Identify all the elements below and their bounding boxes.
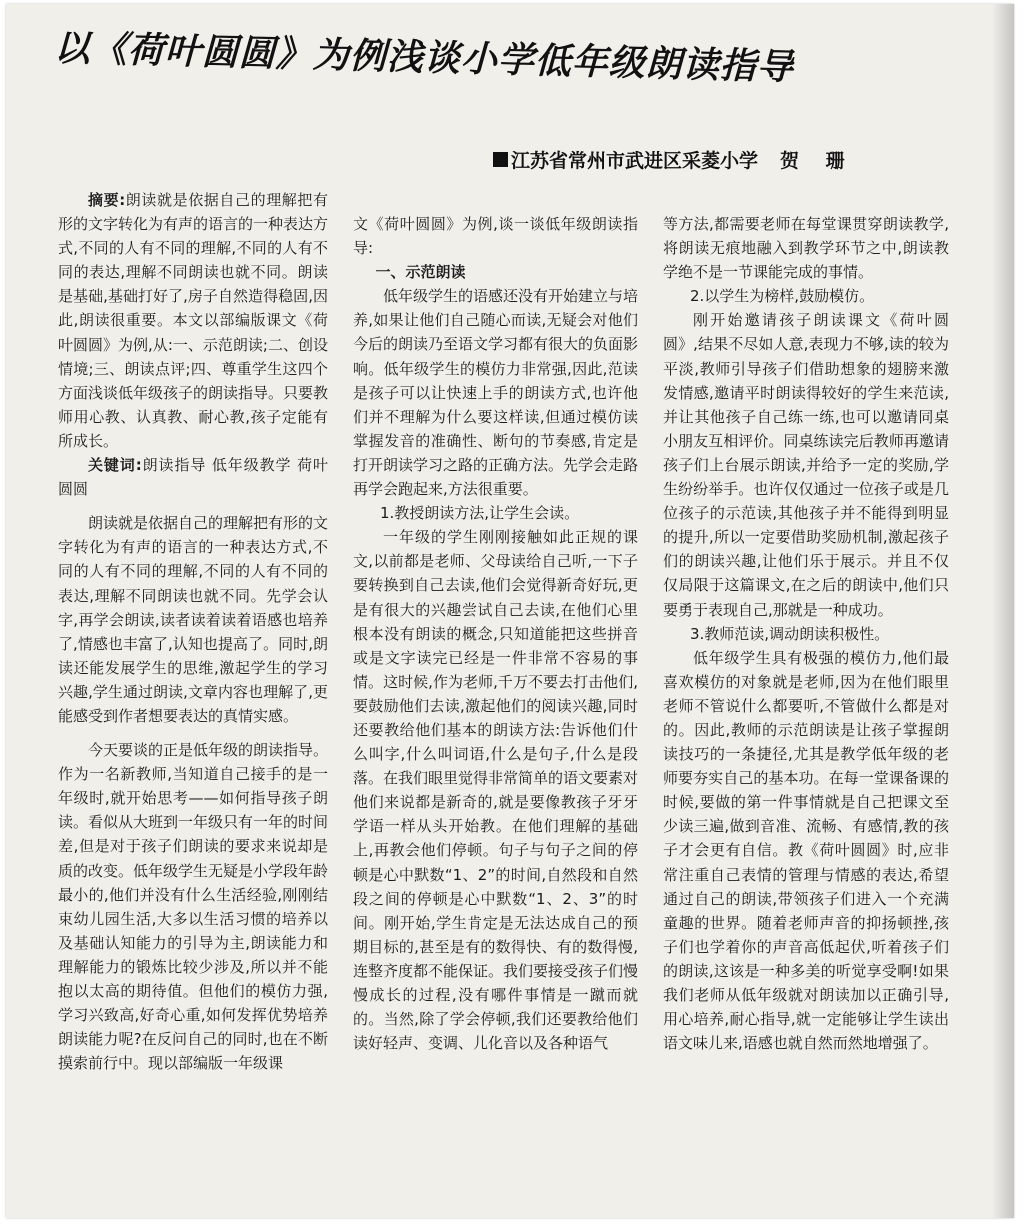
page-edge-shadow — [992, 4, 1014, 1218]
paragraph: 朗读就是依据自己的理解把有形的文字转化为有声的语言的一种表达方式,不同的人有不同的理解,不同的人有不同的表达,理解不同朗读也就不同。先学会认字,再学会朗读,读者读着读着语感也培养了,情感也丰富了,认知也提高了。同时,朗读还能发展学生的思维,激起学生的学习兴趣,学生通过朗读,文章内容也理解了,更能感受到作者想要表达的真情实感。 — [58, 514, 329, 725]
subsection-heading: 3.教师范读,调动朗读积极性。 — [690, 624, 890, 643]
paragraph: 刚开始邀请孩子朗读课文《荷叶圆圆》,结果不尽如人意,表现力不够,读的较为平淡,教师引导孩子们借助想象的翅膀来激发情感,邀请平时朗读得较好的学生来范读,并让其他孩子自己练一练,也可以邀请同桌小朋友互相评价。同桌练读完后教师再邀请孩子们上台展示朗读,并给予一定的奖励,学生纷纷举手。也许仅仅通过一位孩子或是几位孩子的示范读,其他孩子并不能得到明显的提升,所以一定要借助奖励机制,激起孩子们的朗读兴趣,让他们乐于展示。并且不仅仅局限于这篇课文,在之后的朗读中,他们只要勇于表现自己,那就是一种成功。 — [663, 311, 949, 619]
abstract-label: 摘要: — [88, 191, 126, 209]
section-heading: 一、示范朗读 — [375, 263, 466, 282]
column-2 — [353, 212, 638, 1055]
keywords — [58, 453, 328, 501]
article-title: 以《荷叶圆圆》为例浅谈小学低年级朗读指导 — [53, 27, 795, 89]
byline-organization: 江苏省常州市武进区采菱小学 — [511, 150, 759, 172]
paragraph: 今天要谈的正是低年级的朗读指导。作为一名新教师,当知道自己接手的是一年级时,就开始思考——如何指导孩子朗读。看似从大班到一年级只有一年的时间差,但是对于孩子们朗读的要求来说却是质的改变。低年级学生无疑是小学段年龄最小的,他们并没有什么生活经验,刚刚结束幼儿园生活,大多以生活习惯的培养以及基础认知能力的引导为主,朗读能力和理解能力的锻炼比较少涉及,所以并不能抱以太高的期待值。但他们的模仿力强,学习兴致高,好奇心重,如何发挥优势培养朗读能力呢?在反问自己的同时,也在不断摸索前行中。现以部编版一年级课 — [58, 741, 329, 1073]
column-1 — [58, 188, 328, 1075]
abstract-text: 朗读就是依据自己的理解把有形的文字转化为有声的语言的一种表达方式,不同的人有不同的理解,不同的人有不同的表达,理解不同朗读也就不同。朗读是基础,基础打好了,房子自然造得稳固,因此,朗读很重要。本文以部编版课文《荷叶圆圆》为例,从:一、示范朗读;二、创设情境;三、朗读点评;四、尊重学生这四个方面浅谈低年级孩子的朗读指导。只要教师用心教、认真教、耐心教,孩子定能有所成长。 — [58, 191, 329, 450]
paragraph: 等方法,都需要老师在每堂课贯穿朗读教学,将朗读无痕地融入到教学环节之中,朗读教学绝不是一节课能完成的事情。 — [663, 215, 949, 282]
keywords-text: 朗读指导 低年级教学 荷叶圆圆 — [58, 456, 328, 499]
paragraph: 一年级的学生刚刚接触如此正规的课文,以前都是老师、父母读给自己听,一下子要转换到自己去读,他们会觉得新奇好玩,更是有很大的兴趣尝试自己去读,在他们心里根本没有朗读的概念,只知道能把这些拼音或是文字读完已经是一件非常不容易的事情。这时候,作为老师,千万不要去打击他们,要鼓励他们去读,激起他们的阅读兴趣,同时还要教给他们基本的朗读方法:告诉他们什么叫字,什么叫词语,什么是句子,什么是段落。在我们眼里觉得非常简单的语文要素对他们来说都是新奇的,就是要像教孩子牙牙学语一样从头开始教。在他们理解的基础上,再教会他们停顿。句子与句子之间的停顿是心中默数“1、2”的时间,自然段和自然段之间的停顿是心中默数“1、2、3”的时间。刚开始,学生肯定是无法达成自己的预期目标的,甚至是有的数得快、有的数得慢,连整齐度都不能保证。我们要接受孩子们慢慢成长的过程,没有哪件事情是一蹴而就的。当然,除了学会停顿,我们还要教给他们读好轻声、变调、儿化音以及各种语气 — [353, 528, 639, 1053]
subsection-heading: 2.以学生为榜样,鼓励模仿。 — [690, 287, 875, 306]
paragraph: 低年级学生的语感还没有开始建立与培养,如果让他们自己随心而读,无疑会对他们今后的朗读乃至语文学习都有很大的负面影响。低年级学生的模仿力非常强,因此,范读是孩子可以让快速上手的朗读方式,也许他们并不理解为什么要这样读,但通过模仿读掌握发音的准确性、断句的节奏感,肯定是打开朗读学习之路的正确方法。先学会走路再学会跑起来,方法很重要。 — [353, 287, 639, 499]
byline-author: 贺 珊 — [780, 150, 855, 172]
paragraph: 文《荷叶圆圆》为例,谈一谈低年级朗读指导: — [353, 215, 638, 258]
journal-page — [6, 4, 1014, 1218]
byline — [493, 146, 855, 173]
keywords-label: 关键词: — [88, 456, 142, 475]
paragraph: 低年级学生具有极强的模仿力,他们最喜欢模仿的对象就是老师,因为在他们眼里老师不管说什么都要听,不管做什么都是对的。因此,教师的示范朗读是让孩子掌握朗读技巧的一条捷径,尤其是教学低年级的老师要夯实自己的基本功。在每一堂课备课的时候,要做的第一件事情就是自己把课文至少读三遍,做到音准、流畅、有感情,教的孩子才会更有自信。教《荷叶圆圆》时,应非常注重自己表情的管理与情感的表达,希望通过自己的朗读,带领孩子们进入一个充满童趣的世界。随着老师声音的抑扬顿挫,孩子们也学着你的声音高低起伏,听着孩子们的朗读,这该是一种多美的听觉享受啊!如果我们老师从低年级就对朗读加以正确引导,用心培养,耐心指导,就一定能够让学生读出语文味儿来,语感也就自然而然地增强了。 — [663, 648, 949, 1053]
column-3 — [663, 212, 949, 1055]
subsection-heading: 1.教授朗读方法,让学生会读。 — [380, 504, 580, 523]
byline-marker — [493, 152, 508, 167]
abstract — [58, 188, 328, 453]
